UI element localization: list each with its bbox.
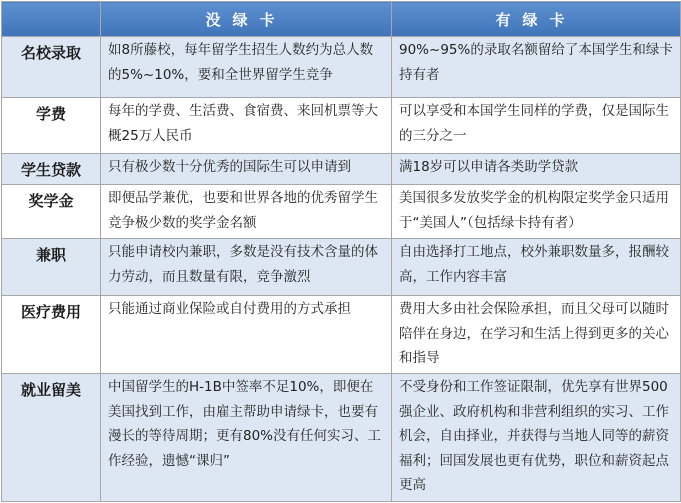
table-header-row (2, 2, 681, 37)
row-label: 名校录取 (2, 37, 101, 98)
comparison-table-container (1, 1, 680, 501)
row-label: 学费 (2, 98, 101, 154)
no-greencard-cell: 中国留学生的H-1B中签率不足10%，即便在美国找到工作，由雇主帮助申请绿卡，也要有漫长的等待周期；更有80%没有任何实习、工作经验，遗憾“课归” (101, 374, 392, 502)
greencard-cell: 美国很多发放奖学金的机构限定奖学金只适用于“美国人”（包括绿卡持有者） (392, 185, 681, 239)
table-row (2, 374, 681, 502)
table-row (2, 296, 681, 374)
greencard-cell: 90%~95%的录取名额留给了本国学生和绿卡持有者 (392, 37, 681, 98)
no-greencard-cell: 只能通过商业保险或自付费用的方式承担 (101, 296, 392, 374)
greencard-cell: 不受身份和工作签证限制，优先享有世界500强企业、政府机构和非营利组织的实习、工作机会，自由择业，并获得与当地人同等的薪资福利；回国发展也更有优势，职位和薪资起点更高 (392, 374, 681, 502)
table-row (2, 37, 681, 98)
table-row (2, 185, 681, 239)
row-label: 学生贷款 (2, 154, 101, 185)
row-label: 医疗费用 (2, 296, 101, 374)
header-greencard: 有绿卡 (392, 2, 681, 37)
header-corner-cell (2, 2, 101, 37)
no-greencard-cell: 即便品学兼优，也要和世界各地的优秀留学生竞争极少数的奖学金名额 (101, 185, 392, 239)
row-label: 奖学金 (2, 185, 101, 239)
no-greencard-cell: 每年的学费、生活费、食宿费、来回机票等大概25万人民币 (101, 98, 392, 154)
table-row (2, 154, 681, 185)
no-greencard-cell: 只能申请校内兼职，多数是没有技术含量的体力劳动，而且数量有限，竞争激烈 (101, 239, 392, 296)
no-greencard-cell: 如8所藤校，每年留学生招生人数约为总人数的5%~10%，要和全世界留学生竞争 (101, 37, 392, 98)
greencard-cell: 自由选择打工地点，校外兼职数量多，报酬较高，工作内容丰富 (392, 239, 681, 296)
greencard-cell: 可以享受和本国学生同样的学费，仅是国际生的三分之一 (392, 98, 681, 154)
greencard-cell: 费用大多由社会保险承担，而且父母可以随时陪伴在身边，在学习和生活上得到更多的关心和指导 (392, 296, 681, 374)
no-greencard-cell: 只有极少数十分优秀的国际生可以申请到 (101, 154, 392, 185)
table-row (2, 98, 681, 154)
row-label: 兼职 (2, 239, 101, 296)
header-no-greencard: 没绿卡 (101, 2, 392, 37)
row-label: 就业留美 (2, 374, 101, 502)
greencard-cell: 满18岁可以申请各类助学贷款 (392, 154, 681, 185)
table-row (2, 239, 681, 296)
greencard-comparison-table (1, 1, 681, 502)
